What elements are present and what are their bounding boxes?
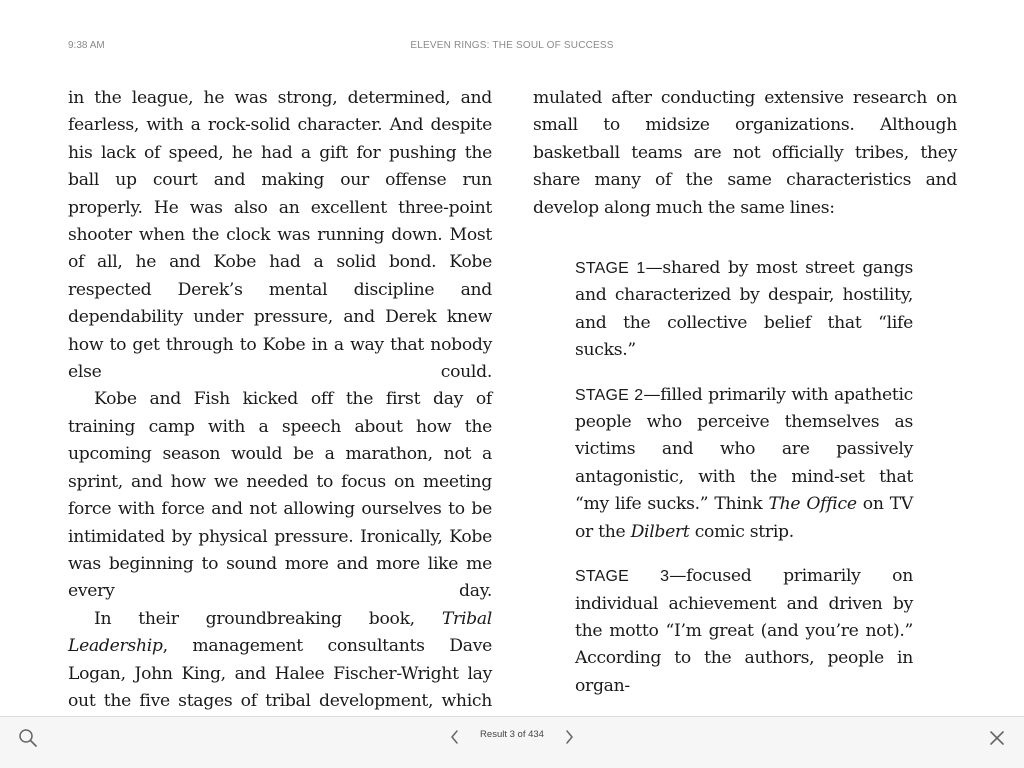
stage-1-item [575,255,913,365]
book-title: ELEVEN RINGS: THE SOUL OF SUCCESS [410,40,614,51]
close-icon [988,729,1006,747]
status-time: 9:38 AM [68,40,105,51]
stage-2-text-b: on TV or the [575,494,913,542]
stage-1-text: —shared by most street gangs and characterized by despair, hostility, and the collective belief that “life sucks.” [575,258,913,361]
paragraph-4: mulated after conducting extensive research on small to midsize organizations. Although basketball teams are not officially tribes, they share many of the same characteristics and develop along much the same lines: [533,88,957,218]
stage-2-text-a: —filled primarily with apathetic people who perceive themselves as victims and who are passively antagonistic, with the mind-set that “my life sucks.” Think [575,384,914,515]
close-search-button[interactable] [983,724,1011,752]
reader-header [0,0,1024,60]
search-result-counter: Result 3 of 434 [480,729,544,740]
next-result-button[interactable] [558,725,580,749]
book-title-reference: Tribal Leadership [68,608,492,657]
stages-list [575,255,913,700]
stage-1-label: STAGE 1 [575,260,646,278]
right-page-column [533,85,957,700]
comic-title: Dilbert [630,521,690,542]
search-icon [18,728,38,748]
stage-3-text: —focused primarily on individual achievement and driven by the motto “I’m great (and you’re not).” According to the authors, people in organ- [575,566,914,696]
stage-2-item [575,382,913,546]
paragraph-2: Kobe and Fish kicked off the first day of training camp with a speech about how the upcoming season would be a marathon, not a sprint, and how we needed to focus on meeting force with force and not allowing ourselves to be intimidated by physical pressure. Ironically, Kobe was beginning to sound more and more like me every day. [68,389,492,602]
tv-show-title: The Office [768,494,857,515]
chevron-right-icon [563,729,575,745]
paragraph-3-rest: , management consultants Dave Logan, John King, and Halee Fischer-Wright lay out the five stages of tribal development, which [68,636,492,711]
stage-3-item [575,563,913,700]
paragraph-3-intro: In their groundbreaking book, [94,608,415,629]
left-page-column [68,85,492,743]
search-results-toolbar [0,716,1024,768]
stage-3-label: STAGE 3 [575,568,670,586]
paragraph-1: in the league, he was strong, determined, and fearless, with a rock-solid character. And despite his lack of speed, he had a gift for pushing the ball up court and making our offense run properly. He was also an excellent three-point shooter when the clock was running down. Most of all, he and Kobe had a solid bond. Kobe respected Derek’s mental discipline and dependability under pressure, and Derek knew how to get through to Kobe in a way that nobody else could. [68,88,492,383]
stage-2-text-c: comic strip. [694,521,794,542]
stage-2-label: STAGE 2 [575,386,644,404]
chevron-left-icon [449,729,461,745]
search-button[interactable] [14,724,42,752]
